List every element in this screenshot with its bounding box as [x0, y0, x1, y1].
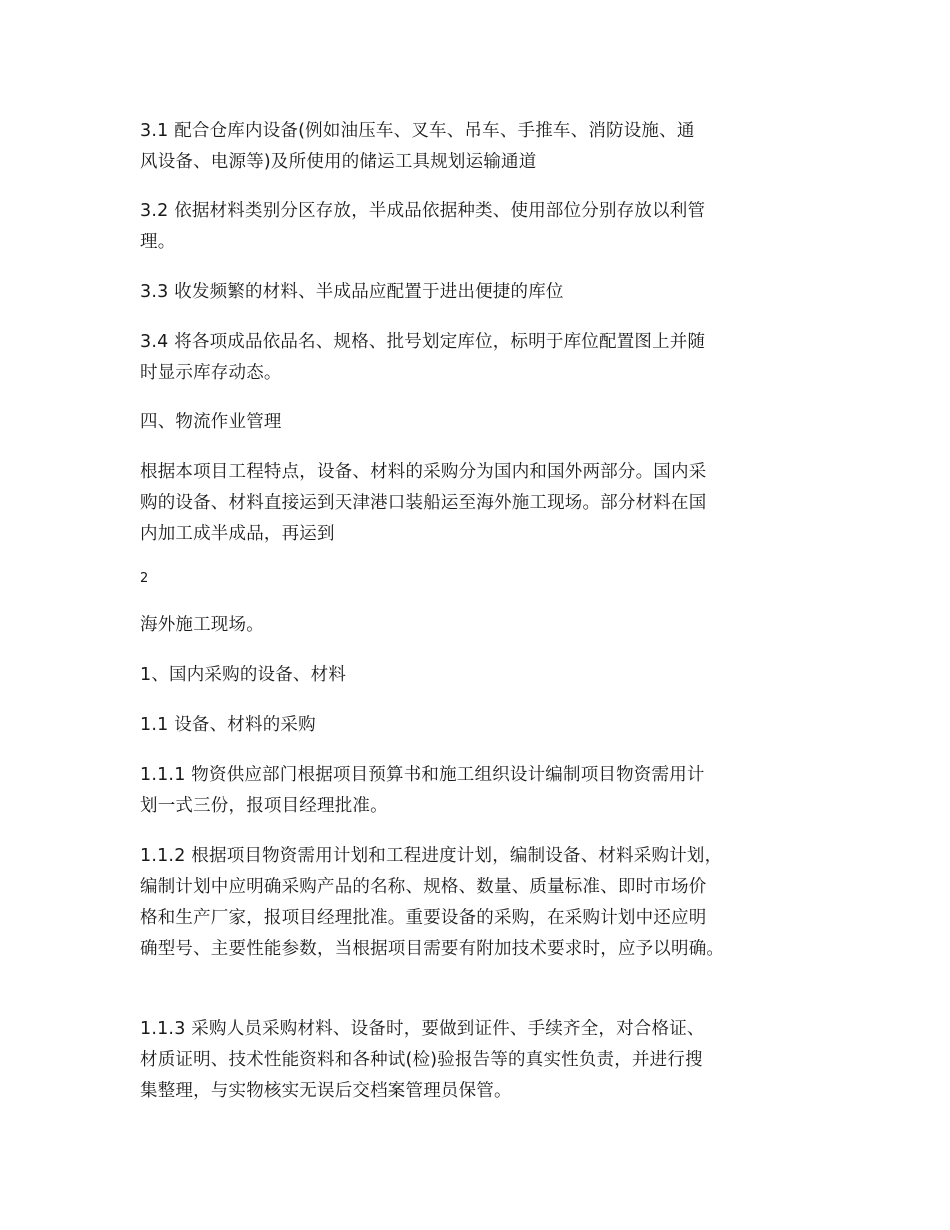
paragraph-continuation: 海外施工现场。: [140, 615, 264, 635]
paragraph-3-1: 3.1 配合仓库内设备(例如油压车、叉车、吊车、手推车、消防设施、通 风设备、电源等)及所使用的储运工具规划运输通道: [140, 121, 695, 172]
paragraph-project-intro: 根据本项目工程特点，设备、材料的采购分为国内和国外两部分。国内采 购的设备、材料直接运到天津港口装船运至海外施工现场。部分材料在国 内加工成半成品，再运到: [140, 462, 707, 544]
paragraph-3-4: 3.4 将各项成品依品名、规格、批号划定库位，标明于库位配置图上并随 时显示库存动态。: [140, 332, 706, 383]
heading-1-1: 1.1 设备、材料的采购: [140, 715, 316, 735]
section-heading-logistics: 四、物流作业管理: [140, 412, 282, 432]
heading-domestic-procurement: 1、国内采购的设备、材料: [140, 665, 347, 685]
page-number: 2: [140, 571, 149, 586]
paragraph-1-1-3: 1.1.3 采购人员采购材料、设备时，要做到证件、手续齐全，对合格证、 材质证明、技术性能资料和各种试(检)验报告等的真实性负责，并进行搜 集整理，与实物核实无误后交档案管理员保管。: [140, 1019, 705, 1101]
paragraph-3-2: 3.2 依据材料类别分区存放，半成品依据种类、使用部位分别存放以利管 理。: [140, 201, 706, 252]
paragraph-1-1-2: 1.1.2 根据项目物资需用计划和工程进度计划，编制设备、材料采购计划， 编制计划中应明确采购产品的名称、规格、数量、质量标准、即时市场价 格和生产厂家，报项目经理批准。重要设备的采购，在采购计划中还应明 确型号、主要性能参数，当根据项目需要有附加技术要求时，应予以明确。: [140, 846, 725, 959]
paragraph-3-3: 3.3 收发频繁的材料、半成品应配置于进出便捷的库位: [140, 282, 564, 302]
paragraph-1-1-1: 1.1.1 物资供应部门根据项目预算书和施工组织设计编制项目物资需用计 划一式三份，报项目经理批准。: [140, 765, 705, 816]
